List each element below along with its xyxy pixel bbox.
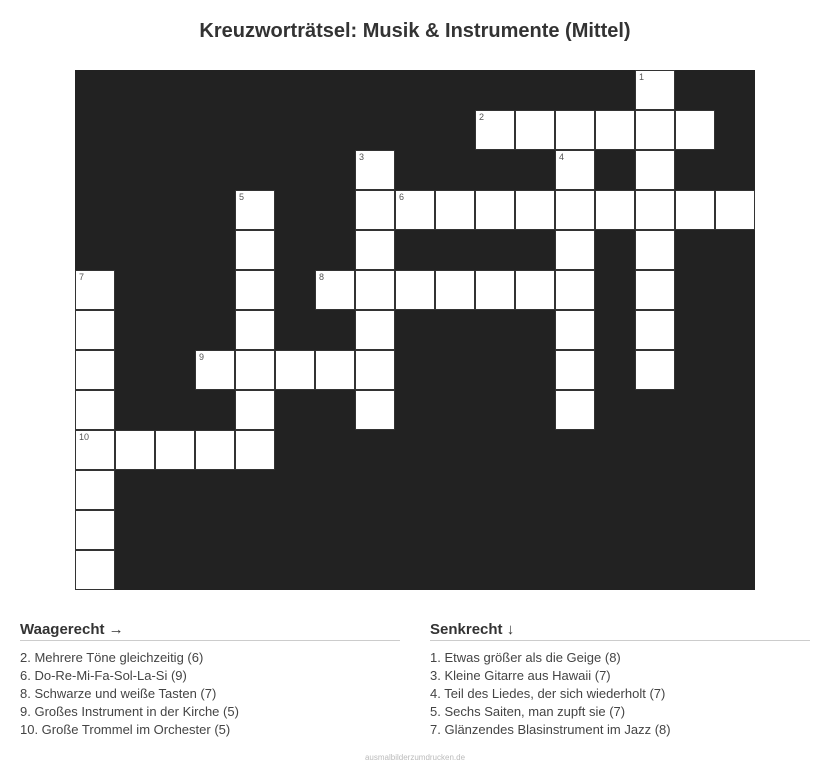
clue-number: 9 xyxy=(199,352,205,362)
grid-cell[interactable] xyxy=(555,350,595,390)
grid-cell[interactable] xyxy=(115,430,155,470)
grid-cell[interactable] xyxy=(355,150,395,190)
down-clue-list xyxy=(430,649,810,739)
grid-cell[interactable] xyxy=(555,150,595,190)
grid-cell[interactable] xyxy=(195,430,235,470)
across-clue-list xyxy=(20,649,400,739)
grid-cell[interactable] xyxy=(515,270,555,310)
grid-cell[interactable] xyxy=(635,310,675,350)
across-clue: 8. Schwarze und weiße Tasten (7) xyxy=(20,686,217,701)
grid-cell[interactable] xyxy=(675,110,715,150)
down-clue: 3. Kleine Gitarre aus Hawaii (7) xyxy=(430,668,611,683)
clue-number: 5 xyxy=(239,192,245,202)
across-clue: 2. Mehrere Töne gleichzeitig (6) xyxy=(20,650,204,665)
clue-number: 6 xyxy=(399,192,405,202)
grid-cell[interactable] xyxy=(235,310,275,350)
grid-cell[interactable] xyxy=(75,390,115,430)
grid-cell[interactable] xyxy=(315,270,355,310)
grid-cell[interactable] xyxy=(235,230,275,270)
across-clue: 10. Große Trommel im Orchester (5) xyxy=(20,722,231,737)
grid-cell[interactable] xyxy=(355,190,395,230)
grid-cell[interactable] xyxy=(195,350,235,390)
footer-watermark: ausmalbilderzumdrucken.de xyxy=(364,753,466,762)
grid-cell[interactable] xyxy=(235,350,275,390)
grid-cell[interactable] xyxy=(75,270,115,310)
clue-number: 3 xyxy=(359,152,365,162)
grid-cell[interactable] xyxy=(435,270,475,310)
grid-cell[interactable] xyxy=(355,390,395,430)
grid-cell[interactable] xyxy=(555,270,595,310)
clue-number: 10 xyxy=(79,432,90,442)
grid-cell[interactable] xyxy=(515,110,555,150)
grid-cell[interactable] xyxy=(315,350,355,390)
grid-cell[interactable] xyxy=(515,190,555,230)
grid-cell[interactable] xyxy=(75,510,115,550)
grid-cell[interactable] xyxy=(635,150,675,190)
clue-number: 4 xyxy=(559,152,565,162)
down-heading: Senkrecht ↓ xyxy=(430,621,810,641)
grid-cell[interactable] xyxy=(555,310,595,350)
grid-cell[interactable] xyxy=(635,110,675,150)
grid-cell[interactable] xyxy=(475,270,515,310)
clue-number: 2 xyxy=(479,112,485,122)
grid-cell[interactable] xyxy=(555,230,595,270)
grid-cell[interactable] xyxy=(75,550,115,590)
down-clue: 5. Sechs Saiten, man zupft sie (7) xyxy=(430,704,626,719)
clue-number: 1 xyxy=(639,72,645,82)
grid-cell[interactable] xyxy=(395,190,435,230)
across-clues xyxy=(20,621,400,739)
grid-cell[interactable] xyxy=(675,190,715,230)
grid-cell[interactable] xyxy=(635,350,675,390)
grid-cell[interactable] xyxy=(635,230,675,270)
clue-number: 8 xyxy=(319,272,325,282)
grid-cell[interactable] xyxy=(75,350,115,390)
down-clue: 7. Glänzendes Blasinstrument im Jazz (8) xyxy=(430,722,671,737)
grid-cell[interactable] xyxy=(555,190,595,230)
grid-cell[interactable] xyxy=(555,110,595,150)
down-clue: 4. Teil des Liedes, der sich wiederholt (7) xyxy=(430,686,666,701)
grid-cell[interactable] xyxy=(235,430,275,470)
grid-cell[interactable] xyxy=(635,270,675,310)
clue-number: 7 xyxy=(79,272,85,282)
across-clue: 9. Großes Instrument in der Kirche (5) xyxy=(20,704,239,719)
across-clue: 6. Do-Re-Mi-Fa-Sol-La-Si (9) xyxy=(20,668,187,683)
grid-cell[interactable] xyxy=(75,310,115,350)
grid-cell[interactable] xyxy=(475,110,515,150)
grid-cell[interactable] xyxy=(155,430,195,470)
grid-cell[interactable] xyxy=(355,230,395,270)
grid-cell[interactable] xyxy=(715,190,755,230)
grid-cell[interactable] xyxy=(275,350,315,390)
grid-cell[interactable] xyxy=(435,190,475,230)
grid-cell[interactable] xyxy=(235,390,275,430)
down-clue: 1. Etwas größer als die Geige (8) xyxy=(430,650,621,665)
grid-cell[interactable] xyxy=(595,190,635,230)
grid-cell[interactable] xyxy=(475,190,515,230)
across-heading: Waagerecht → xyxy=(20,621,400,641)
grid-cell[interactable] xyxy=(355,310,395,350)
grid-cell[interactable] xyxy=(355,270,395,310)
grid-cell[interactable] xyxy=(635,70,675,110)
grid-cell[interactable] xyxy=(595,110,635,150)
down-clues xyxy=(430,621,810,739)
grid-cell[interactable] xyxy=(395,270,435,310)
grid-cell[interactable] xyxy=(355,350,395,390)
grid-cell[interactable] xyxy=(235,190,275,230)
crossword-grid xyxy=(75,70,755,590)
grid-cell[interactable] xyxy=(635,190,675,230)
grid-cell[interactable] xyxy=(75,470,115,510)
page-title: Kreuzworträtsel: Musik & Instrumente (Mittel) xyxy=(199,20,631,42)
grid-cell[interactable] xyxy=(75,430,115,470)
grid-cell[interactable] xyxy=(555,390,595,430)
grid-cell[interactable] xyxy=(235,270,275,310)
